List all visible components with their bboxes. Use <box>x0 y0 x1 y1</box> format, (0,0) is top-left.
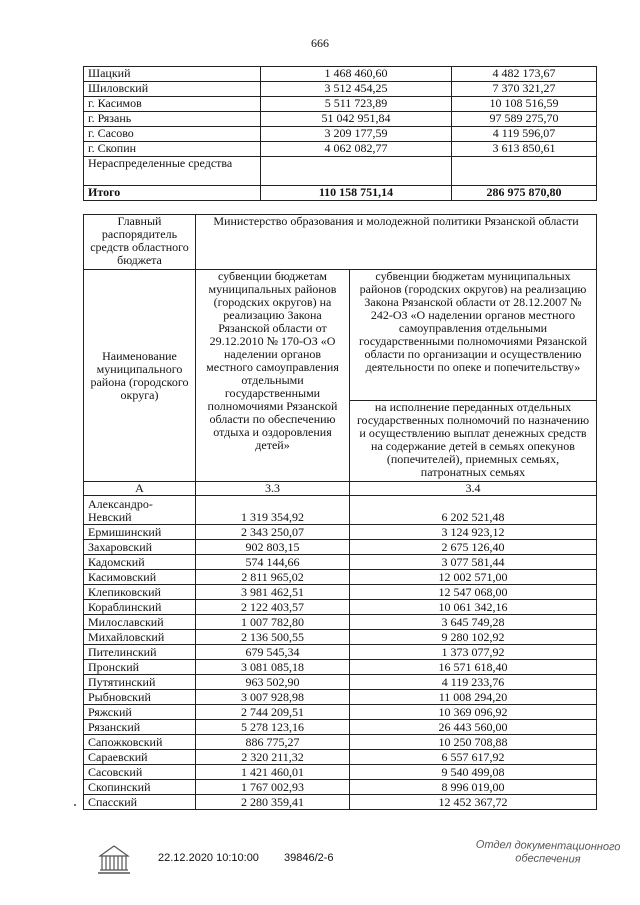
row-name: Шиловский <box>84 82 261 97</box>
row-value-2: 10 369 096,92 <box>350 705 597 720</box>
col-3-3-header: субвенции бюджетам муниципальных районов (городских округов) на реализацию Закона Рязанской области от 29.12.2010 № 170-ОЗ «О наделении органов местного самоуправления отдельными государственными полномочиями Рязанской области по обеспечению отдыха и оздоровления детей» <box>196 270 350 482</box>
table-row <box>84 645 597 660</box>
row-value-2: 2 675 126,40 <box>350 540 597 555</box>
table-row <box>84 97 597 112</box>
row-value-1: 3 081 085,18 <box>196 660 350 675</box>
row-value-1: 2 811 965,02 <box>196 570 350 585</box>
table-row <box>84 780 597 795</box>
footer-doc-code: 39846/2-6 <box>284 852 334 864</box>
row-name: Шацкий <box>84 67 261 82</box>
unallocated-label: Нераспределенные средства <box>84 157 261 186</box>
row-name: Клепиковский <box>84 585 196 600</box>
row-value-2: 10 250 708,88 <box>350 735 597 750</box>
table-row <box>84 67 597 82</box>
row-value-1: 1 767 002,93 <box>196 780 350 795</box>
table-row <box>84 615 597 630</box>
row-name: Касимовский <box>84 570 196 585</box>
row-value-1: 2 320 211,32 <box>196 750 350 765</box>
code-a: А <box>84 482 196 496</box>
row-value-1: 2 122 403,57 <box>196 600 350 615</box>
row-value-2: 26 443 560,00 <box>350 720 597 735</box>
total-value-1: 110 158 751,14 <box>261 186 452 201</box>
row-name: Рязанский <box>84 720 196 735</box>
table-row <box>84 555 597 570</box>
row-name: Ряжский <box>84 705 196 720</box>
row-name: г. Касимов <box>84 97 261 112</box>
table-row <box>84 660 597 675</box>
row-name: Кораблинский <box>84 600 196 615</box>
row-value-1: 679 545,34 <box>196 645 350 660</box>
table-row <box>84 735 597 750</box>
row-name: Сасовский <box>84 765 196 780</box>
row-name: Сапожковский <box>84 735 196 750</box>
page-number: 666 <box>311 36 329 50</box>
col-3-4-subheader: на исполнение переданных отдельных государственных полномочий по назначению и осуществлению выплат денежных средств на содержание детей в семьях опекунов (попечителей), приемных семьях, патронатных семьях <box>350 401 597 482</box>
header-row-admin <box>84 215 597 270</box>
row-value-1: 902 803,15 <box>196 540 350 555</box>
row-name: Ермишинский <box>84 525 196 540</box>
row-name: г. Рязань <box>84 112 261 127</box>
code-3-3: 3.3 <box>196 482 350 496</box>
row-value-2: 6 557 617,92 <box>350 750 597 765</box>
row-value-2: 3 613 850,61 <box>452 142 597 157</box>
row-name: Сараевский <box>84 750 196 765</box>
row-value-1: 3 981 462,51 <box>196 585 350 600</box>
row-value-2: 4 482 173,67 <box>452 67 597 82</box>
row-value-1: 1 421 460,01 <box>196 765 350 780</box>
row-value-1: 886 775,27 <box>196 735 350 750</box>
subventions-table <box>83 214 597 810</box>
ministry-header: Министерство образования и молодежной политики Рязанской области <box>196 215 597 270</box>
row-name: Рыбновский <box>84 690 196 705</box>
row-name: Александро-Невский <box>84 496 196 525</box>
row-value-2: 10 061 342,16 <box>350 600 597 615</box>
table-row <box>84 600 597 615</box>
row-value-1: 5 511 723,89 <box>261 97 452 112</box>
table-row <box>84 82 597 97</box>
header-row-columns <box>84 270 597 401</box>
row-value-2: 8 996 019,00 <box>350 780 597 795</box>
row-value-1: 1 319 354,92 <box>196 496 350 525</box>
table-row <box>84 142 597 157</box>
table-row <box>84 795 597 810</box>
table-row <box>84 127 597 142</box>
row-value-2: 9 540 499,08 <box>350 765 597 780</box>
table-row <box>84 525 597 540</box>
row-value-1: 4 062 082,77 <box>261 142 452 157</box>
main-admin-header: Главный распорядитель средств областного бюджета <box>84 215 196 270</box>
summary-table <box>83 66 597 201</box>
row-value-1: 5 278 123,16 <box>196 720 350 735</box>
unallocated-value-1 <box>261 157 452 186</box>
row-name: Скопинский <box>84 780 196 795</box>
row-value-1: 3 512 454,25 <box>261 82 452 97</box>
unallocated-row <box>84 157 597 186</box>
row-value-1: 2 280 359,41 <box>196 795 350 810</box>
table-row <box>84 585 597 600</box>
department-stamp: Отдел документационного обеспечения <box>475 838 621 866</box>
row-value-1: 963 502,90 <box>196 675 350 690</box>
table-row <box>84 112 597 127</box>
row-name: Захаровский <box>84 540 196 555</box>
row-value-2: 12 452 367,72 <box>350 795 597 810</box>
table-row <box>84 690 597 705</box>
building-logo-icon <box>96 842 132 874</box>
row-value-2: 12 002 571,00 <box>350 570 597 585</box>
total-label: Итого <box>84 186 261 201</box>
row-value-2: 12 547 068,00 <box>350 585 597 600</box>
table-row <box>84 750 597 765</box>
unallocated-value-2 <box>452 157 597 186</box>
table-row <box>84 765 597 780</box>
row-name: Спасский <box>84 795 196 810</box>
row-name: Милославский <box>84 615 196 630</box>
table-row <box>84 540 597 555</box>
table-row <box>84 675 597 690</box>
row-value-1: 574 144,66 <box>196 555 350 570</box>
row-value-1: 2 343 250,07 <box>196 525 350 540</box>
row-value-2: 97 589 275,70 <box>452 112 597 127</box>
row-value-2: 3 124 923,12 <box>350 525 597 540</box>
row-value-1: 2 744 209,51 <box>196 705 350 720</box>
row-name: г. Сасово <box>84 127 261 142</box>
row-name: Михайловский <box>84 630 196 645</box>
row-value-1: 3 007 928,98 <box>196 690 350 705</box>
header-row-codes <box>84 482 597 496</box>
row-name: Пронский <box>84 660 196 675</box>
row-value-2: 9 280 102,92 <box>350 630 597 645</box>
row-name: г. Скопин <box>84 142 261 157</box>
row-value-1: 1 468 460,60 <box>261 67 452 82</box>
col-3-4-header: субвенции бюджетам муниципальных районов (городских округов) на реализацию Закона Рязанской области от 28.12.2007 № 242-ОЗ «О наделении органов местного самоуправления отдельными государственными полномочиями Рязанской области по организации и осуществлению деятельности по опеке и попечительству» <box>350 270 597 401</box>
total-row <box>84 186 597 201</box>
row-value-1: 3 209 177,59 <box>261 127 452 142</box>
code-3-4: 3.4 <box>350 482 597 496</box>
footer-datetime: 22.12.2020 10:10:00 <box>158 852 259 864</box>
row-value-2: 7 370 321,27 <box>452 82 597 97</box>
row-value-2: 3 645 749,28 <box>350 615 597 630</box>
row-value-2: 16 571 618,40 <box>350 660 597 675</box>
margin-dot <box>74 804 76 806</box>
table-row <box>84 570 597 585</box>
row-value-2: 11 008 294,20 <box>350 690 597 705</box>
row-value-1: 2 136 500,55 <box>196 630 350 645</box>
row-value-1: 1 007 782,80 <box>196 615 350 630</box>
row-name: Кадомский <box>84 555 196 570</box>
row-value-2: 4 119 233,76 <box>350 675 597 690</box>
table-row <box>84 630 597 645</box>
row-name: Пителинский <box>84 645 196 660</box>
row-value-1: 51 042 951,84 <box>261 112 452 127</box>
municipality-header: Наименование муниципального района (городского округа) <box>84 270 196 482</box>
row-value-2: 4 119 596,07 <box>452 127 597 142</box>
row-value-2: 1 373 077,92 <box>350 645 597 660</box>
table-row <box>84 705 597 720</box>
row-name: Путятинский <box>84 675 196 690</box>
row-value-2: 10 108 516,59 <box>452 97 597 112</box>
row-value-2: 6 202 521,48 <box>350 496 597 525</box>
total-value-2: 286 975 870,80 <box>452 186 597 201</box>
table-row <box>84 496 597 525</box>
table-row <box>84 720 597 735</box>
row-value-2: 3 077 581,44 <box>350 555 597 570</box>
